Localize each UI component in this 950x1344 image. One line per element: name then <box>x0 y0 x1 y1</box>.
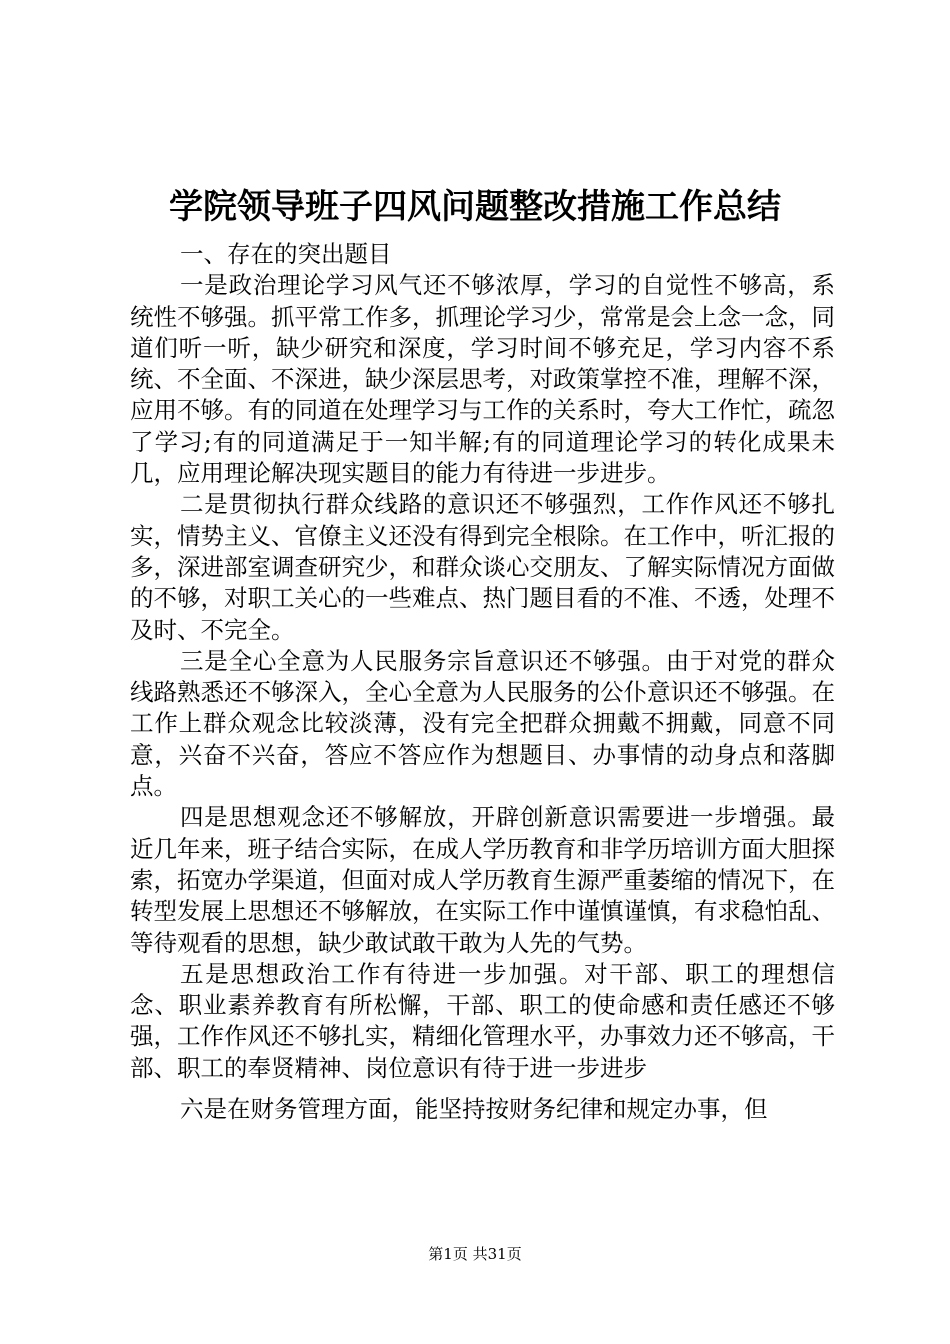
page-number: 第1页 <box>428 1245 468 1263</box>
document-title: 学院领导班子四风问题整改措施工作总结 <box>169 187 781 227</box>
paragraph-5: 五是思想政治工作有待进一步加强。对干部、职工的理想信念、职业素养教育有所松懈，干部、职工的使命感和责任感还不够强，工作作风还不够扎实，精细化管理水平，办事效力还不够高，干部、职工的奉贤精神、岗位意识有待于进一步进步 <box>130 959 835 1082</box>
paragraph-1: 一是政治理论学习风气还不够浓厚，学习的自觉性不够高，系统性不够强。抓平常工作多，抓理论学习少，常常是会上念一念，同道们听一听，缺少研究和深度，学习时间不够充足，学习内容不系统、不全面、不深进，缺少深层思考，对政策掌控不准，理解不深，应用不够。有的同道在处理学习与工作的关系时，夸大工作忙，疏忽了学习;有的同道满足于一知半解;有的同道理论学习的转化成果未几，应用理论解决现实题目的能力有待进一步进步。 <box>130 271 835 488</box>
paragraph-2: 二是贯彻执行群众线路的意识还不够强烈，工作作风还不够扎实，情势主义、官僚主义还没有得到完全根除。在工作中，听汇报的多，深进部室调查研究少，和群众谈心交朋友、了解实际情况方面做的不够，对职工关心的一些难点、热门题目看的不准、不透，处理不及时、不完全。 <box>130 490 835 644</box>
page-footer <box>0 1243 950 1265</box>
section-heading: 一、存在的突出题目 <box>180 240 392 268</box>
document-body <box>130 239 835 1125</box>
paragraph-6: 六是在财务管理方面，能坚持按财务纪律和规定办事，但 <box>180 1095 768 1124</box>
page-total: 共31页 <box>472 1245 522 1263</box>
paragraph-3: 三是全心全意为人民服务宗旨意识还不够强。由于对党的群众线路熟悉还不够深入，全心全意为人民服务的公仆意识还不够强。在工作上群众观念比较淡薄，没有完全把群众拥戴不拥戴，同意不同意，兴奋不兴奋，答应不答应作为想题目、办事情的动身点和落脚点。 <box>130 646 835 801</box>
paragraph-4: 四是思想观念还不够解放，开辟创新意识需要进一步增强。最近几年来，班子结合实际，在成人学历教育和非学历培训方面大胆探索，拓宽办学渠道，但面对成人学历教育生源严重萎缩的情况下，在转型发展上思想还不够解放，在实际工作中谨慎谨慎，有求稳怕乱、等待观看的思想，缺少敢试敢干敢为人先的气势。 <box>130 803 835 957</box>
